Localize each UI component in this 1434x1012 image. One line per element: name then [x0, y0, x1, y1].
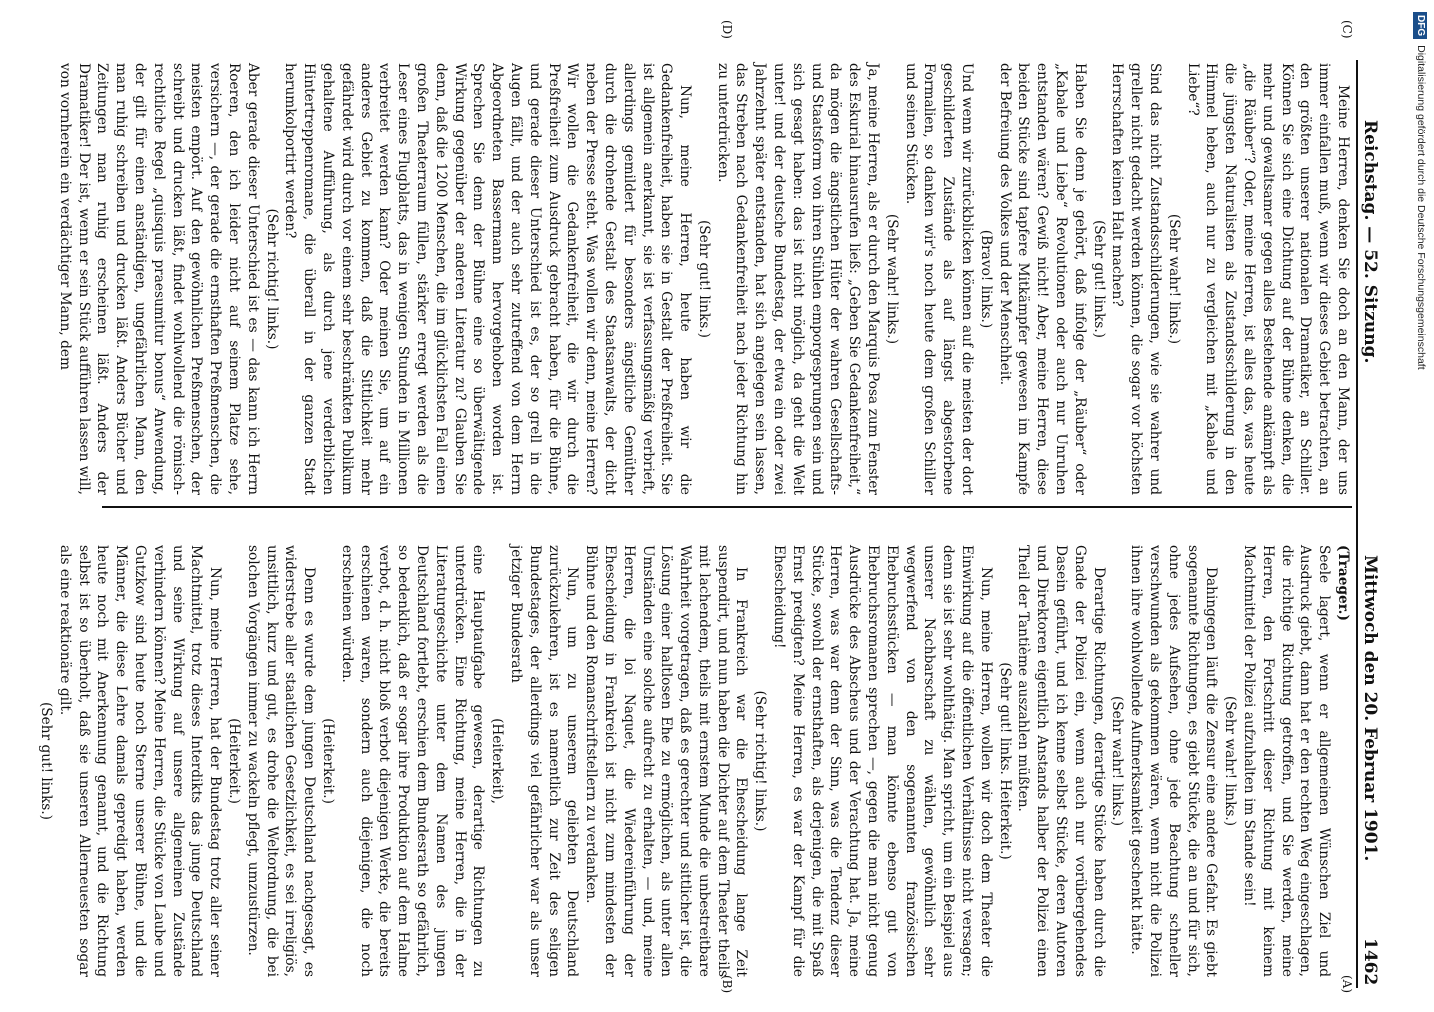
left-interjection: (Heiterkeit),: [489, 718, 506, 804]
header-rule: [1356, 60, 1358, 988]
left-paragraph: Nun, meine Herren, wollen wir doch dem Theater die Einwirkung auf die öffentlichen Verhältnisse nicht versagen; denn sie ist sehr wohlthätig. Man spricht, um ein Beispiel aus unserer Nachbarschaft zu wählen, gewöhnlich sehr wegwerfend von den sogenannten französischen Ehebruchsstücken — man könnte ebenso gut von Ehebruchsromanen sprechen —, gegen die man nicht genug Ausdrücke des Abscheus und der Verachtung hat. Ja, meine Herren, was war denn der Sinn, was die Tendenz dieser Stücke, sowohl der ernsthaften, als derjenigen, die mit Spaß Ernst predigten? Meine Herren, es war der Kampf für die Ehescheidung!: [771, 545, 994, 977]
left-paragraph: Denn es wurde dem jungen Deutschland nachgesagt, es widerstrebe aller staatlichen Gesetzlichkeit, es sei irreligiös, unsittlich, kurz und gut, es drohe die Weltordnung, die bei solchen Vorgängen immer zu wackeln pflegt, umzustürzen.: [244, 545, 318, 977]
right-interjection: (Sehr wahr! links.): [1165, 213, 1182, 345]
session-title: Reichstag. — 52. Sitzung.: [1360, 120, 1380, 364]
left-paragraph: Seele lagert, wenn er allgemeinen Wünschen Ziel und Ausdruck giebt, dann hat er den rechten Weg eingeschlagen, die richtige Richtung getroffen, und Sie werden, meine Herren, den Fortschritt dieser Richtung mit keinem Machtmittel der Polizei aufzuhalten im Stande sein!: [1241, 545, 1333, 977]
right-interjection: (Sehr gut! links.): [1090, 219, 1107, 339]
left-paragraph: Nun, um zu unserem geliebten Deutschland zurückzukehren, ist es namentlich zur Zeit des seligen Bundestages, der allerdings viel gefährlicher war als unser jetziger Bundesrath: [507, 545, 581, 977]
right-paragraph: Sind das nicht Zustandsschilderungen, wie sie wahrer und greller nicht gedacht werden können, die sogar vor höchsten Herrschaften keinen Halt machen?: [1109, 63, 1164, 495]
right-interjection: (Bravo! links.): [977, 229, 994, 329]
left-interjection: (Sehr wahr! links.): [1109, 695, 1126, 827]
page-header: [1356, 0, 1380, 1000]
left-interjection: (Sehr gut! links. Heiterkeit.): [996, 662, 1013, 860]
right-interjection: (Sehr gut! links.): [695, 219, 712, 339]
digitization-sidebar: [1408, 0, 1434, 1000]
left-interjection: (Heiterkeit.): [319, 718, 336, 804]
left-interjection: (Sehr wahr! links.): [1222, 695, 1239, 827]
left-interjection: (Heiterkeit.): [225, 718, 242, 804]
right-interjection: (Sehr wahr! links.): [883, 213, 900, 345]
session-date: Mittwoch den 20. Februar 1901.: [1360, 555, 1380, 862]
left-paragraph: In Frankreich war die Ehescheidung lange Zeit suspendirt, und nun haben die Dichter auf dem Theater theils mit lachendem, theils mit ernstem Munde die unbestreitbare Wahrheit vorgetragen, daß es gerechter und sittlicher ist, die Lösung einer haltlosen Ehe zu ermöglichen, als unter allen Umständen eine solche aufrecht zu erhalten, — und, meine Herren, die loi Naquet, die Wiedereinführung der Ehescheidung in Frankreich ist nicht zum mindesten der Bühne und den Romanschriftstellern zu verdanken.: [583, 545, 750, 977]
right-paragraph: Aber gerade dieser Unterschied ist es — das kann ich Herrn Roeren, den ich leider nicht auf seinem Platze sehe, versichern —, der gerade die ernsthaften Preßmenschen, die meisten empört. Auf den gewöhnlichen Preßmenschen, der schreibt und drucken läßt, findet wohlwollend die römisch-rechtliche Regel „quisquis praesumitur bonus“ Anwendung, der gilt für einen anständigen, ungefährlichen Mann, den man ruhig schreiben und drucken läßt. Anders Bücher und Zeitungen man ruhig erscheinen läßt. Anders der Dramatiker! Der ist, wenn er sein Stück aufführen lassen will, von vornherein ein verdächtiger Mann, dem: [56, 63, 261, 495]
margin-mark-b: (B): [720, 975, 734, 994]
right-column: [55, 63, 1352, 495]
right-paragraph: Ja, meine Herren, als er durch den Marquis Posa zum Fenster des Eskurial hinausrufen ließ: „Geben Sie Gedankenfreiheit,“ da mögen die ängstlichen Hüter der wahren Gesellschafts- und Staatsform von ihren Stühlen emporgesprungen sein und sich gesagt haben: das ist nicht möglich, da geht die Welt unter! und der deutsche Bundestag, der etwa ein oder zwei Jahrzehnt später entstanden, hat sich angelegen sein lassen, das Streben nach Gedankenfreiheit nach jeder Richtung hin zu unterdrücken.: [714, 63, 882, 495]
digitization-note: Digitalisierung gefördert durch die Deutsche Forschungsgemeinschaft: [1415, 45, 1427, 370]
right-interjection: (Sehr richtig! links.): [263, 208, 280, 350]
dfg-logo: DFG: [1413, 12, 1427, 39]
left-paragraph: eine Hauptaufgabe gewesen, derartige Richtungen zu unterdrücken. Eine Richtung, meine Herren, die in der Literaturgeschichte unter dem Namen des jungen Deutschland fortlebt, erschien dem Bundesrath so gefährlich, so bedenklich, daß er sogar ihre Produktion auf dem Halme verbot, d. h. nicht bloß verbot diejenigen Werke, die bereits erschienen waren, sondern auch diejenigen, die noch erscheinen würden.: [338, 545, 487, 977]
margin-mark-c: (C): [1340, 20, 1354, 39]
left-paragraph: Nun, meine Herren, hat der Bundestag trotz aller seiner Machtmittel, trotz dieses Interdikts das junge Deutschland und seine Wirkung auf unsere allgemeinen Zustände verhindern können? Meine Herren, die Stücke von Laube und Gutzkow sind heute noch Sterne unserer Bühne, und die Männer, die diese Lehre damals gepredigt haben, werden heute noch mit Anerkennung genannt, und die Richtung selbst ist so überholt, daß sie unseren Allerneuesten sogar als eine reaktionäre gilt.: [56, 545, 224, 977]
left-paragraph: Dahingegen läuft die Zensur eine andere Gefahr. Es giebt sogenannte Richtungen, es giebt Stücke, die an und für sich, ohne jedes Aufsehen, ohne jede Beachtung schneller verschwunden als gekommen wären, wenn nicht die Polizei ihnen ihre wohlwollende Aufmerksamkeit geschenkt hätte.: [1128, 545, 1220, 977]
page-number: 1462: [1360, 938, 1380, 986]
column-divider: [102, 506, 1352, 508]
left-interjection: (Sehr richtig! links.): [752, 690, 769, 832]
margin-mark-a: (A): [1340, 975, 1354, 994]
right-paragraph: Nun, meine Herren, heute haben wir die Gedankenfreiheit, haben sie in Gestalt der Preßfreiheit. Sie ist allgemein anerkannt, sie ist verfassungsmäßig verbrieft, allerdings gemildert für besonders ängstliche Gemüther durch die drohende Gestalt des Staatsanwalts, der dicht neben der Presse steht. Was wollen wir denn, meine Herren? Wir wollen die Gedankenfreiheit, die wir durch die Preßfreiheit zum Ausdruck gebracht haben, für die Bühne, und gerade dieser Unterschied ist es, der so grell in die Augen fällt, und der auch sehr zutreffend von dem Herrn Abgeordneten Bassermann hervorgehoben worden ist. Sprechen Sie denn der Bühne eine so überwältigende Wirkung gegenüber der anderen Literatur zu? Glauben Sie denn, daß die 1200 Menschen, die im glücklichsten Fall einen großen Theaterraum füllen, stärker erregt werden als die Leser eines Flugblatts, das in wenigen Stunden in Millionen verbreitet werden kann? Oder meinen Sie, um auf ein anderes Gebiet zu kommen, daß die Sittlichkeit mehr gefährdet wird durch vor einem sehr beschränkten Publikum gehaltene Aufführung, als durch jene verderblichen Hintertreppenromane, die überall in der ganzen Stadt herumkolportirt werden?: [282, 63, 694, 495]
right-paragraph: Meine Herren, denken Sie doch an den Mann, der uns immer einfallen muß, wenn wir dieses Gebiet betrachten, an den größten unserer nationalen Dramatiker, an Schiller. Können Sie sich eine Dichtung auf der Bühne denken, die mehr und gewaltsamer gegen alles Bestehende ankämpft als „die Räuber“? Oder, meine Herren, ist alles das, was heute die jüngsten Naturalisten als Zustandsschilderung in den Himmel heben, auch nur zu vergleichen mit „Kabale und Liebe“?: [1184, 63, 1351, 495]
left-speaker-name: (Traeger.): [1335, 545, 1351, 621]
margin-mark-d: (D): [720, 20, 734, 39]
left-interjection: (Sehr gut! links.): [38, 701, 55, 821]
left-column: [36, 545, 1352, 977]
right-paragraph: Haben Sie denn je gehört, daß infolge der „Räuber“ oder „Kabale und Liebe“ Revolutionen oder auch nur Unruhen entstanden wären? Gewiß nicht! Aber, meine Herren, diese beiden Stücke sind tapfere Mitkämpfer gewesen im Kampfe der Befreiung des Volkes und der Menschheit.: [996, 63, 1088, 495]
left-paragraph: Derartige Richtungen, derartige Stücke haben durch die Gnade der Polizei ein, wenn auch nur vorübergehendes Dasein geführt, und ich kenne selbst Stücke, deren Autoren und Direktoren eigentlich Anstands halber der Polizei einen Theil der Tantième auszahlen müßten.: [1015, 545, 1107, 977]
right-paragraph: Und wenn wir zurückblicken können auf die meisten der dort geschilderten Zustände als auf längst abgestorbene Formalien, so danken wir's noch heute dem großen Schiller und seinen Stücken.: [902, 63, 976, 495]
